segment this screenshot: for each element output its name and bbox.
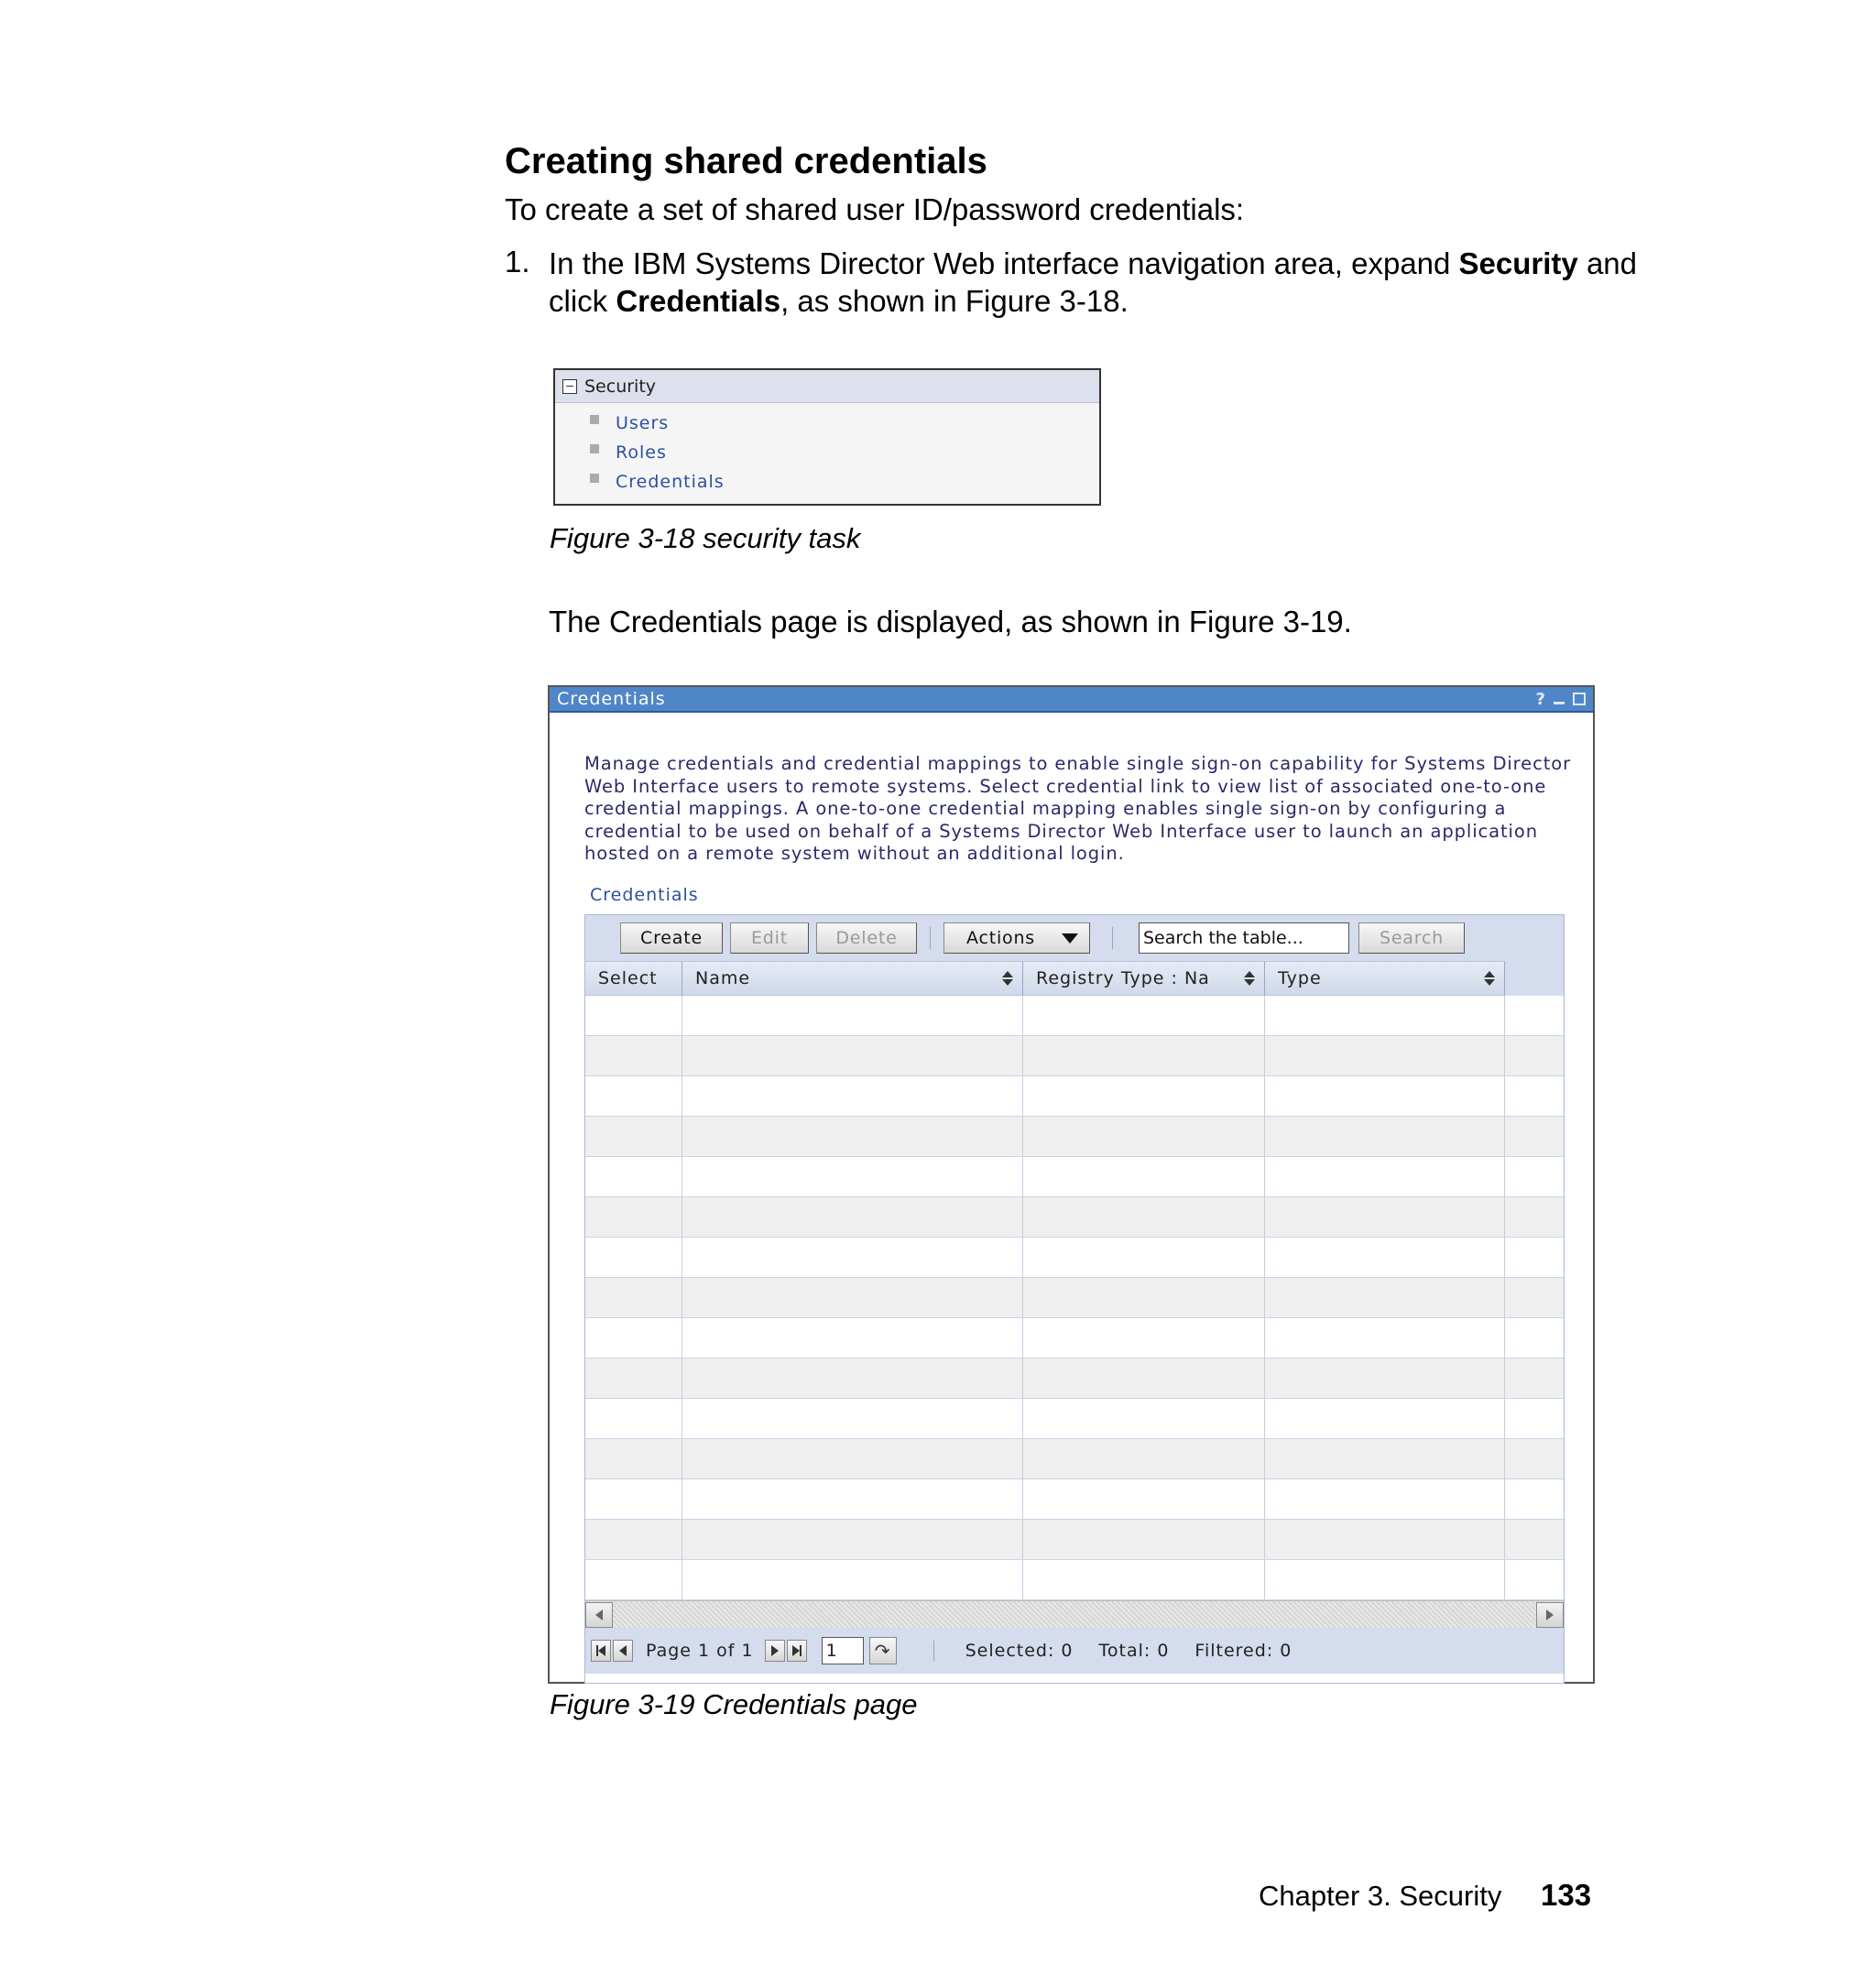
table-cell [1265, 1560, 1505, 1599]
table-cell [1023, 1318, 1265, 1358]
table-cell [1023, 1560, 1265, 1599]
table-cell [1023, 1197, 1265, 1237]
next-page-button[interactable] [765, 1640, 785, 1662]
nav-link-credentials[interactable]: Credentials [616, 472, 725, 492]
table-cell [1265, 1318, 1505, 1358]
credentials-window [548, 685, 1595, 1684]
table-cell [585, 1560, 682, 1599]
table-cell [682, 1439, 1023, 1479]
bold-credentials: Credentials [616, 284, 781, 318]
table-cell [682, 1117, 1023, 1156]
left-arrow-icon [595, 1610, 603, 1620]
table-cell [1023, 996, 1265, 1035]
table-row [585, 1157, 1564, 1197]
nav-item-users[interactable] [555, 409, 1099, 438]
bullet-icon [590, 474, 599, 483]
table-row [585, 996, 1564, 1036]
right-arrow-icon [1546, 1610, 1554, 1620]
sort-icon[interactable] [1244, 971, 1255, 986]
nav-item-credentials[interactable] [555, 467, 1099, 496]
table-cell [682, 1197, 1023, 1237]
table-cell [1265, 1076, 1505, 1116]
table-body [585, 996, 1564, 1600]
horizontal-scrollbar[interactable] [585, 1600, 1564, 1628]
table-cell [682, 1318, 1023, 1358]
table-cell [1265, 1439, 1505, 1479]
table-cell [1265, 1238, 1505, 1277]
first-page-button[interactable] [591, 1640, 611, 1662]
table-cell [585, 1520, 682, 1559]
page-number: 133 [1541, 1878, 1592, 1912]
table-cell [1265, 1036, 1505, 1075]
table-cell [1265, 1399, 1505, 1438]
column-type[interactable]: Type [1265, 961, 1505, 996]
table-cell [585, 1439, 682, 1479]
table-cell [682, 1157, 1023, 1196]
edit-button[interactable]: Edit [730, 922, 809, 954]
column-registry-type[interactable]: Registry Type : Na [1023, 961, 1265, 996]
table-cell [585, 1278, 682, 1317]
table-row [585, 1399, 1564, 1439]
table-row [585, 1439, 1564, 1479]
table-cell [1265, 996, 1505, 1035]
table-cell [585, 996, 682, 1035]
table-row [585, 1117, 1564, 1157]
table-cell [585, 1399, 682, 1438]
bold-security: Security [1458, 246, 1578, 280]
footer-separator [933, 1641, 934, 1661]
table-toolbar [585, 915, 1564, 961]
scroll-right-button[interactable] [1536, 1602, 1564, 1628]
minimize-icon[interactable] [1553, 693, 1565, 705]
table-cell [1023, 1117, 1265, 1156]
table-cell [682, 1359, 1023, 1398]
table-cell [1023, 1439, 1265, 1479]
nav-link-users[interactable]: Users [616, 413, 670, 433]
security-header[interactable] [555, 370, 1099, 403]
paragraph-credentials-page: The Credentials page is displayed, as shown in Figure 3-19. [549, 605, 1352, 638]
section-heading: Creating shared credentials [505, 141, 987, 181]
figure-19-caption: Figure 3-19 Credentials page [550, 1688, 918, 1720]
table-cell [1265, 1117, 1505, 1156]
table-cell [682, 996, 1023, 1035]
table-row [585, 1238, 1564, 1278]
search-input[interactable]: Search the table... [1139, 922, 1349, 954]
page-description: Manage credentials and credential mappings to enable single sign-on capability for Systems Director Web Interface users to remote systems. Select credential link to view list of associated one-to-one credential mappings. A one-to-one credential mapping enables single sign-on by configuring a credential to be used on behalf of a Systems Director Web Interface user to launch an application hosted on a remote system without an additional login. [584, 753, 1571, 864]
selected-count: Selected: 0 [965, 1641, 1074, 1661]
table-row [585, 1318, 1564, 1359]
table-cell [1265, 1479, 1505, 1519]
table-cell [1023, 1036, 1265, 1075]
toolbar-separator [930, 927, 931, 949]
table-cell [1265, 1197, 1505, 1237]
table-row [585, 1520, 1564, 1560]
table-cell [682, 1036, 1023, 1075]
table-cell [1023, 1479, 1265, 1519]
table-cell [682, 1238, 1023, 1277]
credentials-table-label: Credentials [590, 885, 699, 905]
dropdown-arrow-icon [1062, 933, 1078, 944]
table-cell [585, 1479, 682, 1519]
table-cell [585, 1359, 682, 1398]
delete-button[interactable]: Delete [816, 922, 917, 954]
step-number: 1. [505, 245, 530, 278]
table-row [585, 1036, 1564, 1076]
scroll-left-button[interactable] [585, 1602, 613, 1628]
nav-item-roles[interactable] [555, 438, 1099, 467]
chapter-footer: Chapter 3. Security [1259, 1880, 1502, 1912]
table-cell [682, 1479, 1023, 1519]
search-button[interactable]: Search [1358, 922, 1465, 954]
column-name[interactable]: Name [682, 961, 1023, 996]
page-number-input[interactable]: 1 [822, 1637, 864, 1664]
table-cell [585, 1036, 682, 1075]
bullet-icon [590, 415, 599, 424]
table-row [585, 1479, 1564, 1520]
table-cell [1265, 1359, 1505, 1398]
table-cell [585, 1238, 682, 1277]
prev-page-button[interactable] [613, 1640, 633, 1662]
security-title: Security [584, 376, 657, 397]
window-title: Credentials [557, 689, 666, 709]
go-page-icon[interactable]: ↷ [869, 1637, 897, 1664]
table-cell [585, 1117, 682, 1156]
page-indicator: Page 1 of 1 [646, 1641, 754, 1661]
bullet-icon [590, 444, 599, 453]
table-cell [1265, 1278, 1505, 1317]
table-cell [585, 1076, 682, 1116]
filtered-count: Filtered: 0 [1194, 1641, 1292, 1661]
table-row [585, 1278, 1564, 1318]
table-row [585, 1359, 1564, 1399]
table-footer [585, 1628, 1564, 1674]
actions-dropdown[interactable] [943, 922, 1090, 954]
table-cell [1023, 1359, 1265, 1398]
table-cell [1023, 1238, 1265, 1277]
table-cell [585, 1318, 682, 1358]
intro-text: To create a set of shared user ID/password credentials: [505, 192, 1245, 226]
help-icon[interactable]: ? [1535, 689, 1545, 709]
table-row [585, 1076, 1564, 1117]
column-select[interactable]: Select [585, 961, 682, 996]
toolbar-separator [1112, 927, 1113, 949]
table-row [585, 1560, 1564, 1600]
table-cell [1023, 1399, 1265, 1438]
table-cell [1023, 1157, 1265, 1196]
table-cell [585, 1157, 682, 1196]
table-cell [682, 1520, 1023, 1559]
figure-18-caption: Figure 3-18 security task [550, 522, 861, 554]
total-count: Total: 0 [1098, 1641, 1170, 1661]
security-nav-panel [553, 368, 1101, 506]
table-cell [585, 1197, 682, 1237]
collapse-icon[interactable] [562, 379, 577, 394]
maximize-icon[interactable] [1573, 693, 1586, 705]
table-cell [1265, 1520, 1505, 1559]
table-cell [1023, 1520, 1265, 1559]
scroll-track[interactable] [613, 1601, 1536, 1628]
last-page-button[interactable] [787, 1640, 807, 1662]
table-cell [1265, 1157, 1505, 1196]
sort-icon[interactable] [1484, 971, 1495, 986]
sort-icon[interactable] [1002, 971, 1013, 986]
table-cell [682, 1278, 1023, 1317]
actions-label: Actions [966, 928, 1036, 948]
table-cell [1023, 1076, 1265, 1116]
table-cell [682, 1076, 1023, 1116]
nav-link-roles[interactable]: Roles [616, 442, 667, 463]
create-button[interactable]: Create [620, 922, 723, 954]
table-row [585, 1197, 1564, 1238]
table-cell [1023, 1278, 1265, 1317]
table-header [585, 961, 1564, 996]
step-1-text: In the IBM Systems Director Web interface navigation area, expand Security and click Credentials, as shown in Figure 3-18. [549, 246, 1638, 318]
window-titlebar [550, 687, 1593, 713]
table-cell [682, 1560, 1023, 1599]
table-cell [682, 1399, 1023, 1438]
credentials-table [584, 914, 1565, 1684]
